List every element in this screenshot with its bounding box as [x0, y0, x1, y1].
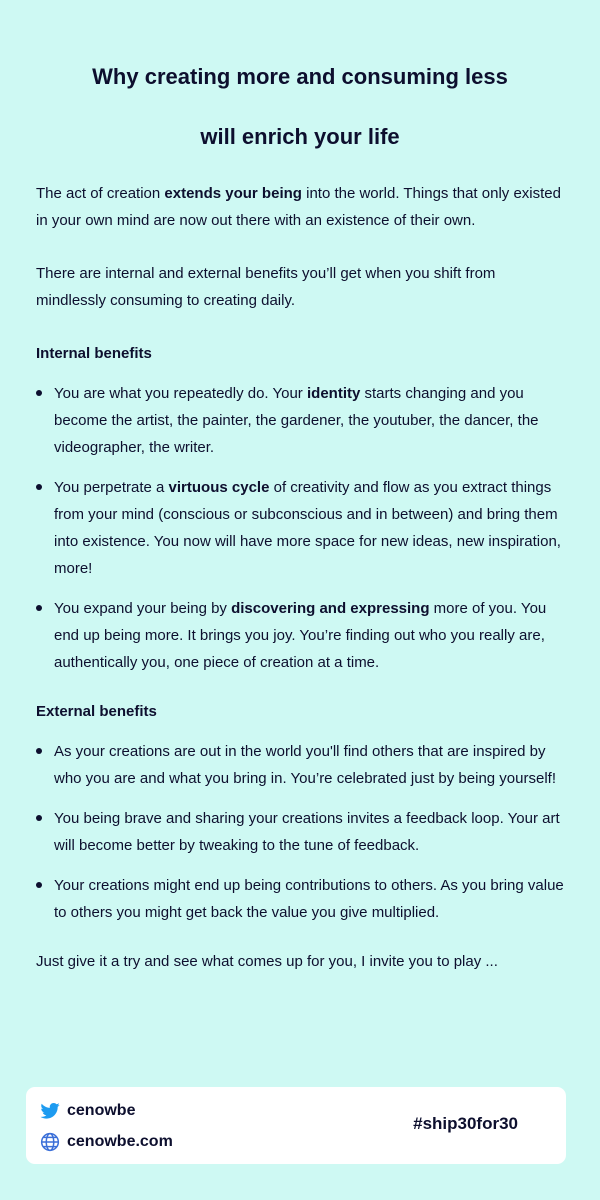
list-item-bold: virtuous cycle: [168, 479, 270, 496]
page-title-line-1: Why creating more and consuming less: [92, 64, 508, 89]
internal-benefits-list: [36, 380, 566, 676]
intro-p1-text-end: into the world. Things that only existed in your own mind are now out there with an existence of their own.: [36, 185, 561, 229]
list-item: As your creations are out in the world you'll find others that are inspired by who you are and what you bring in. You’re celebrated just by being yourself!: [36, 738, 566, 792]
list-item-text: You perpetrate a: [54, 479, 169, 496]
list-item: [36, 595, 566, 676]
list-item: Your creations might end up being contributions to others. As you bring value to others you might get back the value you give multiplied.: [36, 872, 566, 926]
intro-paragraph-2: There are internal and external benefits you’ll get when you shift from mindlessly consuming to creating daily.: [36, 265, 496, 309]
list-item-text: You expand your being by: [54, 600, 232, 617]
closing-paragraph: Just give it a try and see what comes up for you, I invite you to play ...: [36, 953, 498, 970]
twitter-handle: cenowbe: [67, 1102, 136, 1119]
intro-p1-bold: extends your being: [164, 185, 302, 202]
author-footer-card: [26, 1087, 566, 1164]
website-url: cenowbe.com: [67, 1133, 173, 1150]
list-item-bold: discovering and expressing: [231, 600, 430, 617]
globe-icon: [40, 1132, 60, 1152]
list-item-bold: identity: [306, 385, 361, 402]
list-item-text-end: more of you. You end up being more. It brings you joy. You’re finding out who you really are, authentically you, one piece of creation at a time.: [54, 600, 547, 671]
list-item: You being brave and sharing your creations invites a feedback loop. Your art will become better by tweaking to the tune of feedback.: [36, 805, 566, 859]
intro-p1-text: The act of creation: [36, 185, 165, 202]
intro-paragraph-1: [36, 180, 566, 234]
external-benefits-list: [36, 738, 566, 926]
list-item-text: You are what you repeatedly do. Your: [54, 385, 307, 402]
website-link[interactable]: [40, 1132, 173, 1152]
list-item-text-end: starts changing and you become the artist, the painter, the gardener, the youtuber, the dancer, the videographer, the writer.: [54, 385, 539, 456]
hashtag: #ship30for30: [413, 1114, 518, 1133]
twitter-link[interactable]: [40, 1101, 135, 1121]
list-item: [36, 380, 566, 461]
article-body: [36, 180, 566, 975]
page-title-line-2: will enrich your life: [200, 124, 400, 149]
external-benefits-heading: External benefits: [36, 703, 157, 720]
twitter-bird-icon: [40, 1101, 60, 1121]
list-item: [36, 474, 566, 582]
internal-benefits-heading: Internal benefits: [36, 345, 152, 362]
list-item-text-end: of creativity and flow as you extract things from your mind (conscious or subconscious and in between) and bring them into existence. You now will have more space for new ideas, new inspiration, more!: [54, 479, 561, 577]
